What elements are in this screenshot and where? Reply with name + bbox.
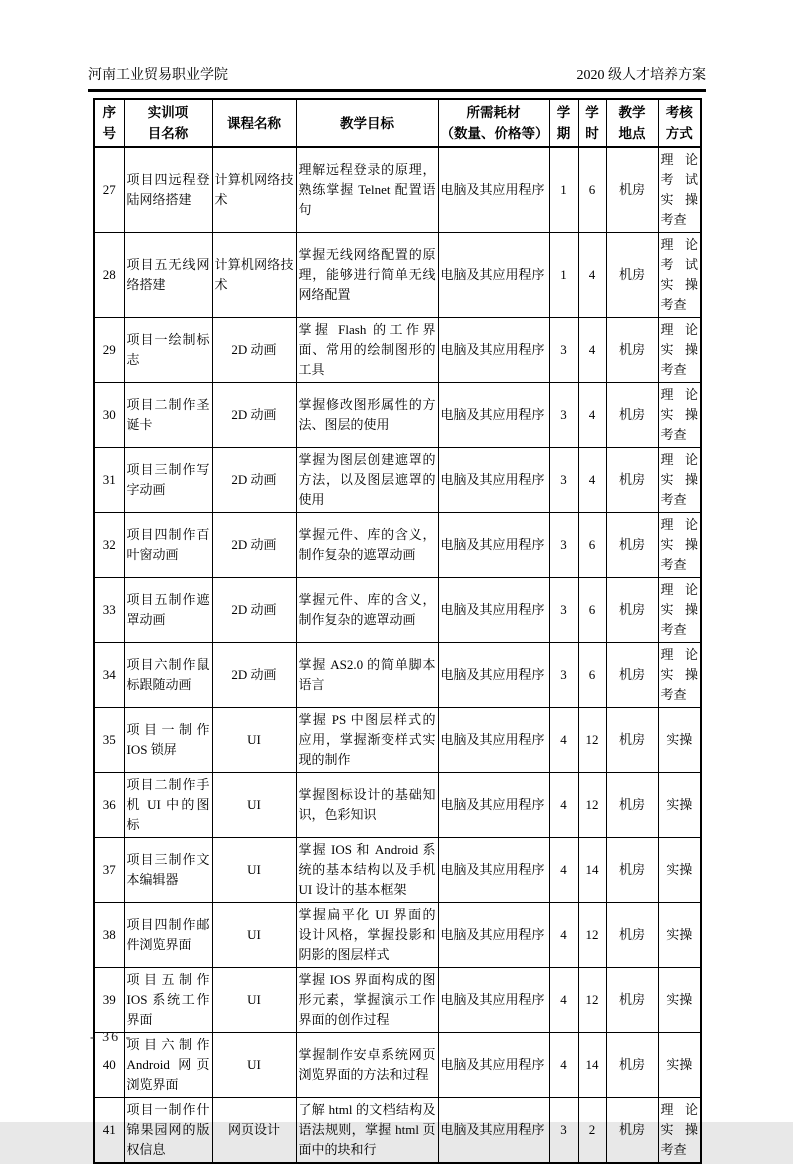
cell-goal: 掌握修改图形属性的方法、图层的使用 bbox=[296, 383, 438, 448]
cell-seq: 36 bbox=[94, 773, 124, 838]
column-header bbox=[658, 99, 701, 147]
cell-assessment: 实操 bbox=[658, 968, 701, 1033]
cell-seq: 29 bbox=[94, 318, 124, 383]
cell-hours: 14 bbox=[578, 1033, 606, 1098]
cell-goal: 掌握 AS2.0 的简单脚本语言 bbox=[296, 643, 438, 708]
cell-semester: 4 bbox=[549, 1033, 578, 1098]
cell-location: 机房 bbox=[606, 147, 658, 233]
cell-course: UI bbox=[212, 773, 296, 838]
cell-goal: 掌握元件、库的含义，制作复杂的遮罩动画 bbox=[296, 513, 438, 578]
cell-goal: 掌握 IOS 界面构成的图形元素，掌握演示工作界面的创作过程 bbox=[296, 968, 438, 1033]
cell-course: UI bbox=[212, 838, 296, 903]
cell-course: UI bbox=[212, 708, 296, 773]
table-row bbox=[94, 1033, 701, 1098]
column-header-line: 课程名称 bbox=[227, 115, 281, 131]
header-program-title: 2020 级人才培养方案 bbox=[576, 68, 706, 83]
cell-goal: 掌握元件、库的含义，制作复杂的遮罩动画 bbox=[296, 578, 438, 643]
cell-course: UI bbox=[212, 968, 296, 1033]
cell-hours: 6 bbox=[578, 578, 606, 643]
column-header-line: 学 bbox=[585, 105, 599, 120]
cell-seq: 35 bbox=[94, 708, 124, 773]
column-header-line: 号 bbox=[102, 126, 116, 141]
table-row bbox=[94, 708, 701, 773]
column-header-line: 序 bbox=[102, 105, 116, 120]
table-row bbox=[94, 147, 701, 233]
cell-semester: 3 bbox=[549, 448, 578, 513]
cell-course: 2D 动画 bbox=[212, 383, 296, 448]
cell-semester: 3 bbox=[549, 513, 578, 578]
cell-materials: 电脑及其应用程序 bbox=[438, 1098, 549, 1164]
column-header bbox=[296, 99, 438, 147]
table-head bbox=[94, 99, 701, 147]
column-header bbox=[94, 99, 124, 147]
column-header bbox=[606, 99, 658, 147]
table-row bbox=[94, 1098, 701, 1164]
column-header-line: 方式 bbox=[665, 126, 693, 141]
cell-assessment: 理论实操考查 bbox=[658, 513, 701, 578]
cell-semester: 4 bbox=[549, 903, 578, 968]
cell-seq: 30 bbox=[94, 383, 124, 448]
column-header bbox=[124, 99, 212, 147]
cell-goal: 掌握图标设计的基础知识，色彩知识 bbox=[296, 773, 438, 838]
cell-course: 2D 动画 bbox=[212, 318, 296, 383]
cell-location: 机房 bbox=[606, 513, 658, 578]
cell-course: 网页设计 bbox=[212, 1098, 296, 1164]
cell-seq: 37 bbox=[94, 838, 124, 903]
cell-assessment: 理论实操考查 bbox=[658, 318, 701, 383]
cell-project: 项目一制作 IOS 锁屏 bbox=[124, 708, 212, 773]
cell-hours: 6 bbox=[578, 643, 606, 708]
cell-course: 2D 动画 bbox=[212, 448, 296, 513]
cell-goal: 了解 html 的文档结构及语法规则，掌握 html 页面中的块和行 bbox=[296, 1098, 438, 1164]
table-row bbox=[94, 448, 701, 513]
cell-project: 项目五无线网络搭建 bbox=[124, 233, 212, 318]
table-row bbox=[94, 578, 701, 643]
cell-materials: 电脑及其应用程序 bbox=[438, 318, 549, 383]
cell-project: 项目六制作鼠标跟随动画 bbox=[124, 643, 212, 708]
cell-semester: 1 bbox=[549, 147, 578, 233]
cell-location: 机房 bbox=[606, 578, 658, 643]
cell-semester: 3 bbox=[549, 383, 578, 448]
cell-hours: 12 bbox=[578, 708, 606, 773]
cell-assessment: 实操 bbox=[658, 773, 701, 838]
cell-location: 机房 bbox=[606, 968, 658, 1033]
cell-hours: 4 bbox=[578, 448, 606, 513]
cell-hours: 14 bbox=[578, 838, 606, 903]
cell-project: 项目二制作手机 UI 中的图标 bbox=[124, 773, 212, 838]
training-projects-table bbox=[93, 98, 702, 1164]
cell-materials: 电脑及其应用程序 bbox=[438, 147, 549, 233]
cell-seq: 38 bbox=[94, 903, 124, 968]
cell-goal: 掌握 IOS 和 Android 系统的基本结构以及手机 UI 设计的基本框架 bbox=[296, 838, 438, 903]
cell-location: 机房 bbox=[606, 233, 658, 318]
cell-project: 项目一制作什锦果园网的版权信息 bbox=[124, 1098, 212, 1164]
cell-materials: 电脑及其应用程序 bbox=[438, 383, 549, 448]
column-header-line: （数量、价格等） bbox=[440, 126, 549, 141]
column-header-line: 地点 bbox=[618, 126, 646, 141]
cell-semester: 4 bbox=[549, 708, 578, 773]
cell-location: 机房 bbox=[606, 1033, 658, 1098]
table-row bbox=[94, 903, 701, 968]
cell-assessment: 实操 bbox=[658, 838, 701, 903]
cell-location: 机房 bbox=[606, 383, 658, 448]
cell-assessment: 实操 bbox=[658, 1033, 701, 1098]
cell-assessment: 理论实操考查 bbox=[658, 383, 701, 448]
cell-location: 机房 bbox=[606, 448, 658, 513]
cell-course: UI bbox=[212, 1033, 296, 1098]
cell-semester: 3 bbox=[549, 318, 578, 383]
cell-semester: 3 bbox=[549, 643, 578, 708]
page-content bbox=[88, 66, 706, 1164]
cell-assessment: 理论实操考查 bbox=[658, 643, 701, 708]
column-header-line: 时 bbox=[585, 126, 599, 141]
cell-hours: 4 bbox=[578, 318, 606, 383]
cell-assessment: 实操 bbox=[658, 903, 701, 968]
column-header-line: 所需耗材 bbox=[466, 105, 521, 120]
cell-goal: 掌握 Flash 的工作界面、常用的绘制图形的工具 bbox=[296, 318, 438, 383]
column-header bbox=[212, 99, 296, 147]
cell-seq: 40 bbox=[94, 1033, 124, 1098]
cell-materials: 电脑及其应用程序 bbox=[438, 838, 549, 903]
cell-location: 机房 bbox=[606, 838, 658, 903]
table-row bbox=[94, 838, 701, 903]
header-row bbox=[94, 99, 701, 147]
cell-materials: 电脑及其应用程序 bbox=[438, 643, 549, 708]
cell-seq: 27 bbox=[94, 147, 124, 233]
cell-seq: 33 bbox=[94, 578, 124, 643]
cell-hours: 2 bbox=[578, 1098, 606, 1164]
cell-location: 机房 bbox=[606, 1098, 658, 1164]
cell-semester: 3 bbox=[549, 578, 578, 643]
column-header-line: 目名称 bbox=[147, 126, 189, 141]
cell-assessment: 理论实操考查 bbox=[658, 1098, 701, 1164]
cell-course: 计算机网络技术 bbox=[212, 233, 296, 318]
cell-seq: 34 bbox=[94, 643, 124, 708]
cell-course: 计算机网络技术 bbox=[212, 147, 296, 233]
cell-project: 项目二制作圣诞卡 bbox=[124, 383, 212, 448]
cell-materials: 电脑及其应用程序 bbox=[438, 708, 549, 773]
column-header-line: 学 bbox=[556, 105, 571, 120]
cell-project: 项目五制作遮罩动画 bbox=[124, 578, 212, 643]
column-header bbox=[549, 99, 578, 147]
cell-assessment: 理论实操考查 bbox=[658, 448, 701, 513]
header-school-name: 河南工业贸易职业学院 bbox=[88, 68, 228, 83]
cell-location: 机房 bbox=[606, 643, 658, 708]
column-header-line: 教学 bbox=[618, 105, 646, 120]
cell-project: 项目四制作邮件浏览界面 bbox=[124, 903, 212, 968]
cell-seq: 32 bbox=[94, 513, 124, 578]
cell-project: 项目五制作 IOS 系统工作界面 bbox=[124, 968, 212, 1033]
cell-materials: 电脑及其应用程序 bbox=[438, 773, 549, 838]
page-header bbox=[88, 66, 706, 89]
cell-project: 项目一绘制标志 bbox=[124, 318, 212, 383]
cell-location: 机房 bbox=[606, 903, 658, 968]
cell-assessment: 理论考试实操考查 bbox=[658, 233, 701, 318]
table-row bbox=[94, 968, 701, 1033]
cell-materials: 电脑及其应用程序 bbox=[438, 968, 549, 1033]
cell-materials: 电脑及其应用程序 bbox=[438, 233, 549, 318]
cell-semester: 4 bbox=[549, 773, 578, 838]
cell-project: 项目三制作文本编辑器 bbox=[124, 838, 212, 903]
cell-semester: 3 bbox=[549, 1098, 578, 1164]
cell-location: 机房 bbox=[606, 318, 658, 383]
cell-location: 机房 bbox=[606, 773, 658, 838]
column-header bbox=[438, 99, 549, 147]
cell-project: 项目三制作写字动画 bbox=[124, 448, 212, 513]
cell-course: 2D 动画 bbox=[212, 513, 296, 578]
cell-seq: 31 bbox=[94, 448, 124, 513]
header-rule bbox=[88, 89, 706, 92]
cell-assessment: 实操 bbox=[658, 708, 701, 773]
cell-course: 2D 动画 bbox=[212, 578, 296, 643]
cell-hours: 4 bbox=[578, 233, 606, 318]
cell-seq: 28 bbox=[94, 233, 124, 318]
cell-goal: 掌握 PS 中图层样式的应用，掌握渐变样式实现的制作 bbox=[296, 708, 438, 773]
cell-semester: 1 bbox=[549, 233, 578, 318]
table-row bbox=[94, 513, 701, 578]
cell-semester: 4 bbox=[549, 838, 578, 903]
cell-project: 项目四远程登陆网络搭建 bbox=[124, 147, 212, 233]
cell-hours: 12 bbox=[578, 903, 606, 968]
table-body bbox=[94, 147, 701, 1163]
cell-hours: 6 bbox=[578, 513, 606, 578]
cell-goal: 掌握扁平化 UI 界面的设计风格，掌握投影和阴影的图层样式 bbox=[296, 903, 438, 968]
cell-assessment: 理论实操考查 bbox=[658, 578, 701, 643]
cell-hours: 6 bbox=[578, 147, 606, 233]
cell-hours: 12 bbox=[578, 773, 606, 838]
table-row bbox=[94, 643, 701, 708]
table-row bbox=[94, 383, 701, 448]
column-header-line: 教学目标 bbox=[340, 115, 394, 131]
cell-project: 项目四制作百叶窗动画 bbox=[124, 513, 212, 578]
cell-seq: 41 bbox=[94, 1098, 124, 1164]
cell-materials: 电脑及其应用程序 bbox=[438, 513, 549, 578]
cell-goal: 掌握为图层创建遮罩的方法，以及图层遮罩的使用 bbox=[296, 448, 438, 513]
page-number: - 36 - bbox=[90, 1030, 133, 1045]
cell-seq: 39 bbox=[94, 968, 124, 1033]
cell-semester: 4 bbox=[549, 968, 578, 1033]
cell-course: UI bbox=[212, 903, 296, 968]
cell-project: 项目六制作 Android 网页浏览界面 bbox=[124, 1033, 212, 1098]
cell-materials: 电脑及其应用程序 bbox=[438, 1033, 549, 1098]
cell-materials: 电脑及其应用程序 bbox=[438, 448, 549, 513]
cell-materials: 电脑及其应用程序 bbox=[438, 578, 549, 643]
cell-location: 机房 bbox=[606, 708, 658, 773]
column-header bbox=[578, 99, 606, 147]
cell-course: 2D 动画 bbox=[212, 643, 296, 708]
cell-hours: 12 bbox=[578, 968, 606, 1033]
cell-assessment: 理论考试实操考查 bbox=[658, 147, 701, 233]
table-row bbox=[94, 773, 701, 838]
table-row bbox=[94, 318, 701, 383]
table-row bbox=[94, 233, 701, 318]
cell-materials: 电脑及其应用程序 bbox=[438, 903, 549, 968]
column-header-line: 实训项 bbox=[147, 105, 189, 120]
column-header-line: 期 bbox=[556, 126, 571, 141]
cell-goal: 理解远程登录的原理，熟练掌握 Telnet 配置语句 bbox=[296, 147, 438, 233]
cell-hours: 4 bbox=[578, 383, 606, 448]
cell-goal: 掌握无线网络配置的原理，能够进行简单无线网络配置 bbox=[296, 233, 438, 318]
cell-goal: 掌握制作安卓系统网页浏览界面的方法和过程 bbox=[296, 1033, 438, 1098]
column-header-line: 考核 bbox=[665, 105, 693, 120]
